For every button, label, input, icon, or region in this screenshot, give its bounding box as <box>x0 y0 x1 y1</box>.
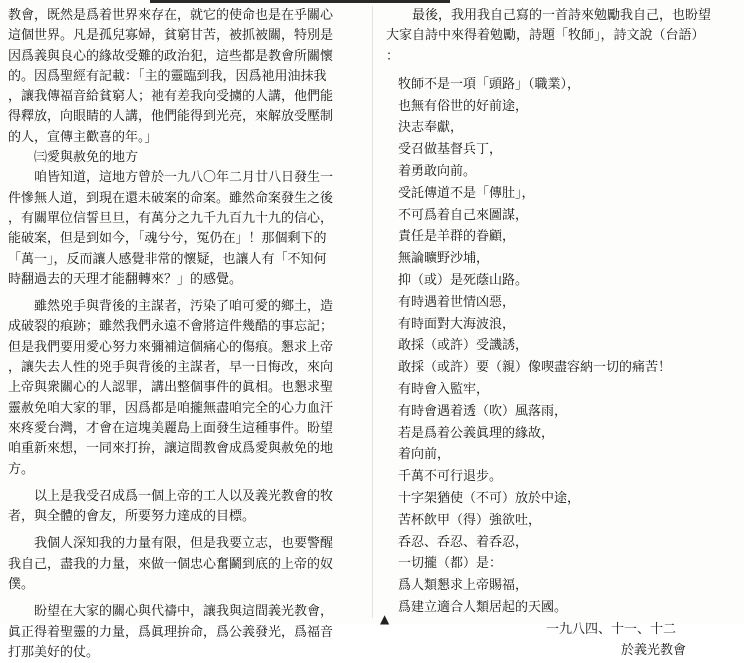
text-line: 但是我們要用愛心努力來彌補這個痛心的傷痕。懇求上帝 <box>8 339 334 355</box>
section-heading: ㈢愛與赦免的地方 <box>34 150 139 166</box>
poem-line: 受託傳道不是「傳肚」， <box>398 185 535 201</box>
text-line: 這個世界。凡是孤兒寡婦，貧窮甘苦，被抓被關，特別是 <box>8 28 334 44</box>
poem-line: 千萬不可行退步。 <box>398 469 503 485</box>
poem-line: 爲建立適合人類居起的天國。 <box>398 600 568 616</box>
text-line: ，有關單位信誓旦旦，有萬分之九千九百九十九的信心， <box>8 210 334 226</box>
text-line: 的人，宣傳主歡喜的年。」 <box>8 129 158 145</box>
poem-line: 着勇敢向前。 <box>398 164 477 180</box>
text-line: 盼望在大家的關心與代禱中，讓我與這間義光教會， <box>34 604 334 620</box>
poem-line: 也無有俗世的好前途， <box>398 98 529 114</box>
left-column <box>8 6 364 663</box>
poem-line: 責任是羊群的眷顧， <box>398 229 516 245</box>
paragraph-intro <box>386 6 738 67</box>
text-line: 時翻過去的天理才能翻轉來？」的感覺。 <box>8 271 243 287</box>
text-line: 件慘無人道，到現在還未破案的命案。雖然命案發生之後 <box>8 190 334 206</box>
text-line: 教會，既然是爲着世界來存在，就它的使命也是在乎關心 <box>8 8 334 23</box>
paragraph-resolve <box>8 534 364 595</box>
paragraph-hope <box>8 602 364 663</box>
text-line: 能破案，但是到如今，「魂兮兮，冤仍在」！那個剩下的 <box>8 231 327 247</box>
poem-line: 無論曠野沙埔， <box>398 251 490 267</box>
text-line: 咱重新來想，一同來打拚，讓這間教會成爲愛與赦免的地 <box>8 441 334 457</box>
poem-line: 有時會入監牢， <box>398 382 490 398</box>
text-line: 靈赦免咱大家的罪，因爲都是咱攏無盡咱完全的心力血汗 <box>8 400 334 416</box>
text-line: 得釋放，向眼睛的人講，他們能得到光亮，來解放受壓制 <box>8 109 334 125</box>
signature-place: 於義光教會 <box>620 642 686 658</box>
poem-line: 決志奉獻， <box>398 120 464 136</box>
text-line: 我自己，盡我的力量，來做一個忠心奮鬬到底的上帝的奴 <box>8 556 334 572</box>
poem-line: 有時面對大海波浪， <box>398 316 516 332</box>
text-line: 方。 <box>8 461 35 477</box>
text-line: 打那美好的仗。 <box>8 644 100 660</box>
text-line: 「萬一」，反而讓人感覺非常的懷疑，也讓人有「不知何 <box>8 251 327 267</box>
text-line: ，讓我傳福音給貧窮人；祂有差我向受擄的人講，他們能 <box>8 89 334 105</box>
poem-line: 着向前， <box>398 447 451 463</box>
text-line: 的。因爲聖經有記載：「主的靈臨到我，因爲祂用油抹我 <box>8 68 327 84</box>
text-line: 因爲義與良心的緣故受難的政治犯，這些都是教會所關懷 <box>8 48 334 64</box>
poem-line: 十字架猶使（不可）放於中途， <box>398 491 581 507</box>
signature-date: 一九八四、十一、十二 <box>545 621 676 637</box>
paragraph-goals <box>8 487 364 528</box>
text-line: 者，與全體的會友，所要努力達成的目標。 <box>8 509 256 525</box>
poem-line: 呑忍、呑忍、着呑忍， <box>398 534 529 550</box>
paragraph-forgiveness <box>8 297 364 480</box>
scan-bottom-mark: ▲ <box>380 612 390 626</box>
text-line: 上帝與衆關心的人認罪，講出整個事件的眞相。也懇求聖 <box>8 380 334 396</box>
poem-line: 抑（或）是死蔭山路。 <box>398 273 529 289</box>
poem-line: 敢採（或許）要（親）像喫盡容納一切的痛苦！ <box>398 360 672 376</box>
text-line: 咱皆知道，這地方曾於一九八〇年二月廿八日發生一 <box>34 170 334 186</box>
text-line: 最後，我用我自己寫的一首詩來勉勵我自己，也盼望 <box>412 8 712 23</box>
poem-line: 爲人類懇求上帝賜福， <box>398 578 529 594</box>
poem-line: 若是爲着公義眞理的緣故， <box>398 425 555 441</box>
text-line: 眞正得着聖靈的力量，爲眞理拚命，爲公義發光，爲福音 <box>8 624 334 640</box>
text-line: 成破裂的痕跡；雖然我們永遠不會將這件幾酷的事忘記； <box>8 319 334 335</box>
column-gutter <box>372 6 373 618</box>
text-line: 雖然兇手與背後的主謀者，汚染了咱可愛的鄉土，造 <box>34 299 334 315</box>
text-line: 以上是我受召成爲一個上帝的工人以及義光教會的牧 <box>34 488 334 504</box>
paragraph-mission <box>8 6 364 148</box>
poem-line: 苦杯飲甲（得）強欲吐， <box>398 512 542 528</box>
paragraph-incident <box>8 168 364 290</box>
poem-line: 敢採（或許）受譏誘， <box>398 338 529 354</box>
poem-line: 有時遇着世情凶惡， <box>398 294 516 310</box>
text-line: 來疼愛台灣，才會在這塊美麗島上面發生這種事件。盼望 <box>8 420 334 436</box>
text-line: 大家自詩中來得着勉勵，詩題「牧師」，詩文說（台語） <box>386 28 705 44</box>
poem-line: 受召做基督兵丁， <box>398 142 503 158</box>
text-line: ： <box>386 48 400 64</box>
text-line: 僕。 <box>8 577 35 593</box>
poem-line: 不可爲着自己來圖謀， <box>398 207 529 223</box>
poem-line: 牧師不是一項「頭路」（職業）， <box>398 76 581 92</box>
poem <box>386 74 738 619</box>
text-line: ，讓失去人性的兇手與背後的主謀者，早一日悔改，來向 <box>8 360 334 376</box>
right-column <box>386 6 738 661</box>
poem-line: 一切攏（都）是： <box>398 556 503 572</box>
poem-line: 有時會遇着透（吹）風落雨， <box>398 403 568 419</box>
text-line: 我個人深知我的力量有限，但是我要立志，也要警醒 <box>34 536 334 552</box>
scan-top-edge <box>150 0 450 3</box>
